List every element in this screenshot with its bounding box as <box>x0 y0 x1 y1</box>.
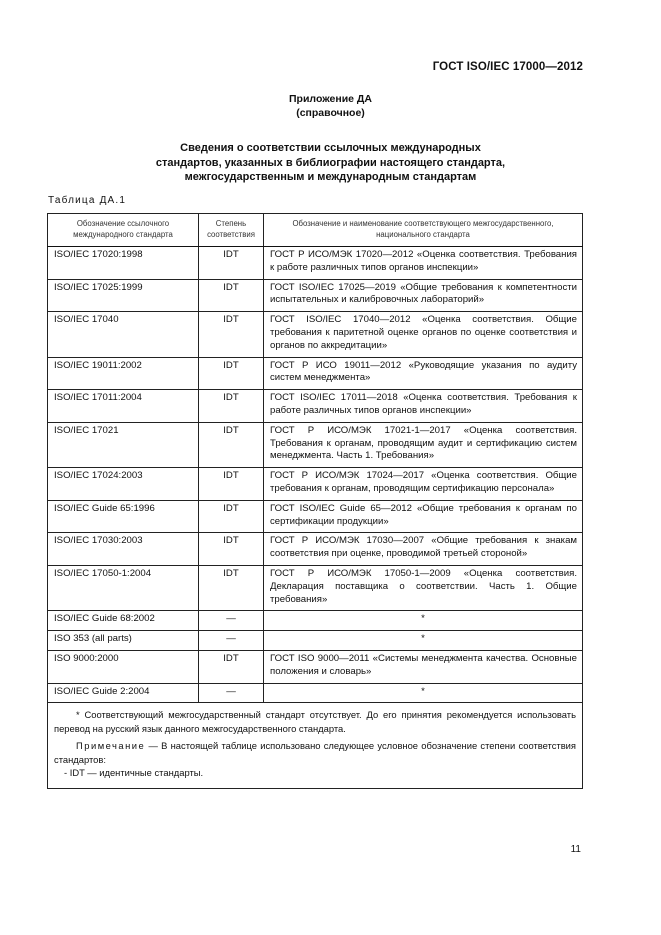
note-label: Примечание <box>76 740 146 752</box>
table-row <box>48 422 583 467</box>
table-row <box>48 683 583 703</box>
table-header-row <box>48 214 583 247</box>
cell-degree: IDT <box>199 565 264 610</box>
cell-international-standard: ISO/IEC 17024:2003 <box>48 468 199 501</box>
cell-international-standard: ISO/IEC 17030:2003 <box>48 533 199 566</box>
table-row <box>48 468 583 501</box>
cell-national-standard: ГОСТ Р ИСО/МЭК 17024—2017 «Оценка соответствия. Общие требования к органам, проводящим сертификацию персонала» <box>264 468 583 501</box>
section-title-line: Сведения о соответствии ссылочных международных <box>180 142 481 154</box>
table-row <box>48 650 583 683</box>
cell-national-standard: ГОСТ ISO/IEC Guide 65—2012 «Общие требования к органам по сертификации продукции» <box>264 500 583 533</box>
cell-international-standard: ISO/IEC Guide 2:2004 <box>48 683 199 703</box>
cell-national-standard: ГОСТ Р ИСО/МЭК 17050-1—2009 «Оценка соответствия. Декларация поставщика о соответствии. Часть 1. Общие требования» <box>264 565 583 610</box>
cell-degree: — <box>199 631 264 651</box>
cell-degree: IDT <box>199 390 264 423</box>
cell-degree: IDT <box>199 500 264 533</box>
table-footnote-row <box>48 703 583 789</box>
page-number: 11 <box>570 844 581 855</box>
annex-subtitle: (справочное) <box>296 107 365 119</box>
header-national-standard: Обозначение и наименование соответствующего межгосударственного, национального стандарта <box>264 214 583 247</box>
cell-international-standard: ISO/IEC 17025:1999 <box>48 279 199 312</box>
cell-national-standard: ГОСТ Р ИСО 19011—2012 «Руководящие указания по аудиту систем менеджмента» <box>264 357 583 390</box>
footnote-text: * Соответствующий межгосударственный стандарт отсутствует. До его принятия рекомендуется использовать перевод на русский язык данного межгосударственного стандарта. <box>54 709 576 734</box>
cell-international-standard: ISO/IEC 19011:2002 <box>48 357 199 390</box>
cell-degree: IDT <box>199 357 264 390</box>
table-footnote <box>48 703 583 789</box>
table-row <box>48 247 583 280</box>
cell-national-standard: ГОСТ ISO/IEC 17025—2019 «Общие требования к компетентности испытательных и калибровочных лабораторий» <box>264 279 583 312</box>
table-row <box>48 565 583 610</box>
cell-international-standard: ISO/IEC 17040 <box>48 312 199 357</box>
note-item: - IDT — идентичные стандарты. <box>64 767 204 779</box>
cell-degree: IDT <box>199 247 264 280</box>
cell-degree: IDT <box>199 422 264 467</box>
cell-national-standard: * <box>264 631 583 651</box>
cell-degree: IDT <box>199 533 264 566</box>
correspondence-table <box>47 213 583 789</box>
cell-degree: IDT <box>199 650 264 683</box>
section-title-line: стандартов, указанных в библиографии настоящего стандарта, <box>155 156 506 169</box>
cell-national-standard: ГОСТ ISO/IEC 17040—2012 «Оценка соответствия. Общие требования к паритетной оценке органов по оценке соответствия и органов по аккредитации» <box>264 312 583 357</box>
cell-international-standard: ISO/IEC Guide 68:2002 <box>48 611 199 631</box>
table-row <box>48 390 583 423</box>
cell-national-standard: ГОСТ ISO 9000—2011 «Системы менеджмента качества. Основные положения и словарь» <box>264 650 583 683</box>
table-row <box>48 357 583 390</box>
section-title <box>0 141 661 185</box>
cell-degree: IDT <box>199 468 264 501</box>
note-text: — В настоящей таблице использовано следующее условное обозначение степени соответствия стандартов: <box>54 740 576 765</box>
section-title-line: межгосударственным и международным стандартам <box>184 171 477 183</box>
table-row <box>48 312 583 357</box>
table-label: Таблица ДА.1 <box>48 195 127 206</box>
annex-heading <box>0 92 661 120</box>
cell-international-standard: ISO/IEC 17050-1:2004 <box>48 565 199 610</box>
table-row <box>48 279 583 312</box>
table-row <box>48 500 583 533</box>
cell-international-standard: ISO 353 (all parts) <box>48 631 199 651</box>
cell-international-standard: ISO/IEC 17020:1998 <box>48 247 199 280</box>
cell-degree: IDT <box>199 279 264 312</box>
header-degree: Степень соответствия <box>199 214 264 247</box>
cell-national-standard: ГОСТ ISO/IEC 17011—2018 «Оценка соответствия. Требования к работе различных типов органов инспекции» <box>264 390 583 423</box>
annex-title: Приложение ДА <box>289 93 372 105</box>
cell-international-standard: ISO/IEC 17021 <box>48 422 199 467</box>
cell-national-standard: ГОСТ Р ИСО/МЭК 17030—2007 «Общие требования к знакам соответствия при оценке, проводимой третьей стороной» <box>264 533 583 566</box>
note-paragraph <box>54 739 576 766</box>
cell-international-standard: ISO/IEC Guide 65:1996 <box>48 500 199 533</box>
table-row <box>48 533 583 566</box>
cell-degree: IDT <box>199 312 264 357</box>
cell-degree: — <box>199 683 264 703</box>
header-international-standard: Обозначение ссылочного международного стандарта <box>48 214 199 247</box>
cell-degree: — <box>199 611 264 631</box>
cell-international-standard: ISO/IEC 17011:2004 <box>48 390 199 423</box>
table-row <box>48 611 583 631</box>
document-code-header: ГОСТ ISO/IEC 17000—2012 <box>432 61 583 73</box>
cell-international-standard: ISO 9000:2000 <box>48 650 199 683</box>
cell-national-standard: * <box>264 683 583 703</box>
cell-national-standard: * <box>264 611 583 631</box>
cell-national-standard: ГОСТ Р ИСО/МЭК 17021-1—2017 «Оценка соответствия. Требования к органам, проводящим аудит и сертификацию систем менеджмента. Часть 1. Требования» <box>264 422 583 467</box>
table-row <box>48 631 583 651</box>
cell-national-standard: ГОСТ Р ИСО/МЭК 17020—2012 «Оценка соответствия. Требования к работе различных типов органов инспекции» <box>264 247 583 280</box>
